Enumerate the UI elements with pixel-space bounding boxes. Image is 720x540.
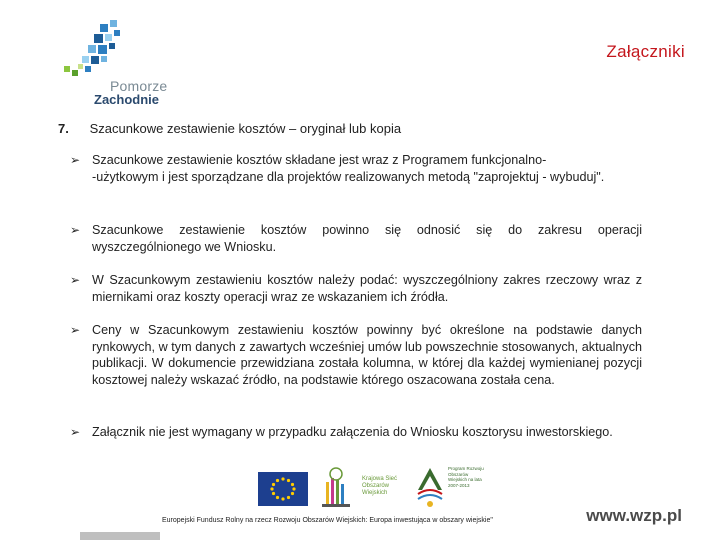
arrow-right-icon: ➢	[70, 323, 81, 337]
logo-line1: Pomorze	[110, 78, 168, 94]
prow-text: Program Rozwoju Obszarów Wiejskich na lata 2007-2013	[448, 466, 484, 488]
website-link[interactable]: www.wzp.pl	[586, 506, 682, 525]
arrow-right-icon: ➢	[70, 223, 81, 237]
eu-flag-icon	[258, 472, 308, 506]
section-title: Szacunkowe zestawienie kosztów – oryginał lub kopia	[89, 121, 402, 136]
logo-mosaic-icon	[58, 20, 178, 80]
arrow-right-icon: ➢	[70, 273, 81, 287]
bullet-item	[70, 152, 604, 185]
pomorze-zachodnie-logo	[58, 20, 178, 110]
bullet-item	[70, 424, 613, 441]
arrow-right-icon: ➢	[70, 153, 81, 167]
bullet-item	[70, 222, 642, 255]
bullet-item	[70, 272, 642, 305]
bullet-text: Szacunkowe zestawienie kosztów składane jest wraz z Programem funkcjonalno- -użytkowym i jest sporządzane dla projektów realizowanych metodą "zaprojektuj - wybuduj".	[92, 153, 605, 184]
decorative-bar	[80, 532, 160, 540]
bullet-text: W Szacunkowym zestawieniu kosztów należy podać: wyszczególniony zakres rzeczowy wraz z miernikami oraz koszty operacji wraz ze wskazaniem ich źródła.	[92, 273, 642, 304]
bullet-text: Szacunkowe zestawienie kosztów powinno się odnosić się do zakresu operacji wyszczególnionego we Wniosku.	[92, 223, 642, 254]
section-heading	[58, 121, 401, 136]
section-number: 7.	[58, 121, 69, 136]
logo-line2: Zachodnie	[94, 92, 160, 107]
leader-logo-icon	[314, 464, 358, 512]
arrow-right-icon: ➢	[70, 425, 81, 439]
bullet-item	[70, 322, 642, 388]
ksow-text: Krajowa Sieć Obszarów Wiejskich	[362, 476, 398, 496]
footer-logos	[258, 462, 498, 514]
bullet-text: Załącznik nie jest wymagany w przypadku załączenia do Wniosku kosztorysu inwestorskiego.	[92, 425, 613, 439]
footer-caption: Europejski Fundusz Rolny na rzecz Rozwoju Obszarów Wiejskich: Europa inwestująca w obszary wiejskie"	[162, 517, 493, 524]
prow-logo-icon	[414, 464, 446, 512]
page-title: Załączniki	[606, 42, 685, 61]
bullet-text: Ceny w Szacunkowym zestawieniu kosztów powinny być określone na podstawie danych rynkowych, w tym danych z zawartych wcześniej umów lub powszechnie stosowanych, aktualnych publikacji. W dokumencie przewidziana została kolumna, w której dla każdej wymienianej pozycji kosztowej należy wskazać źródło, na podstawie którego oszacowana została cena.	[92, 323, 642, 387]
